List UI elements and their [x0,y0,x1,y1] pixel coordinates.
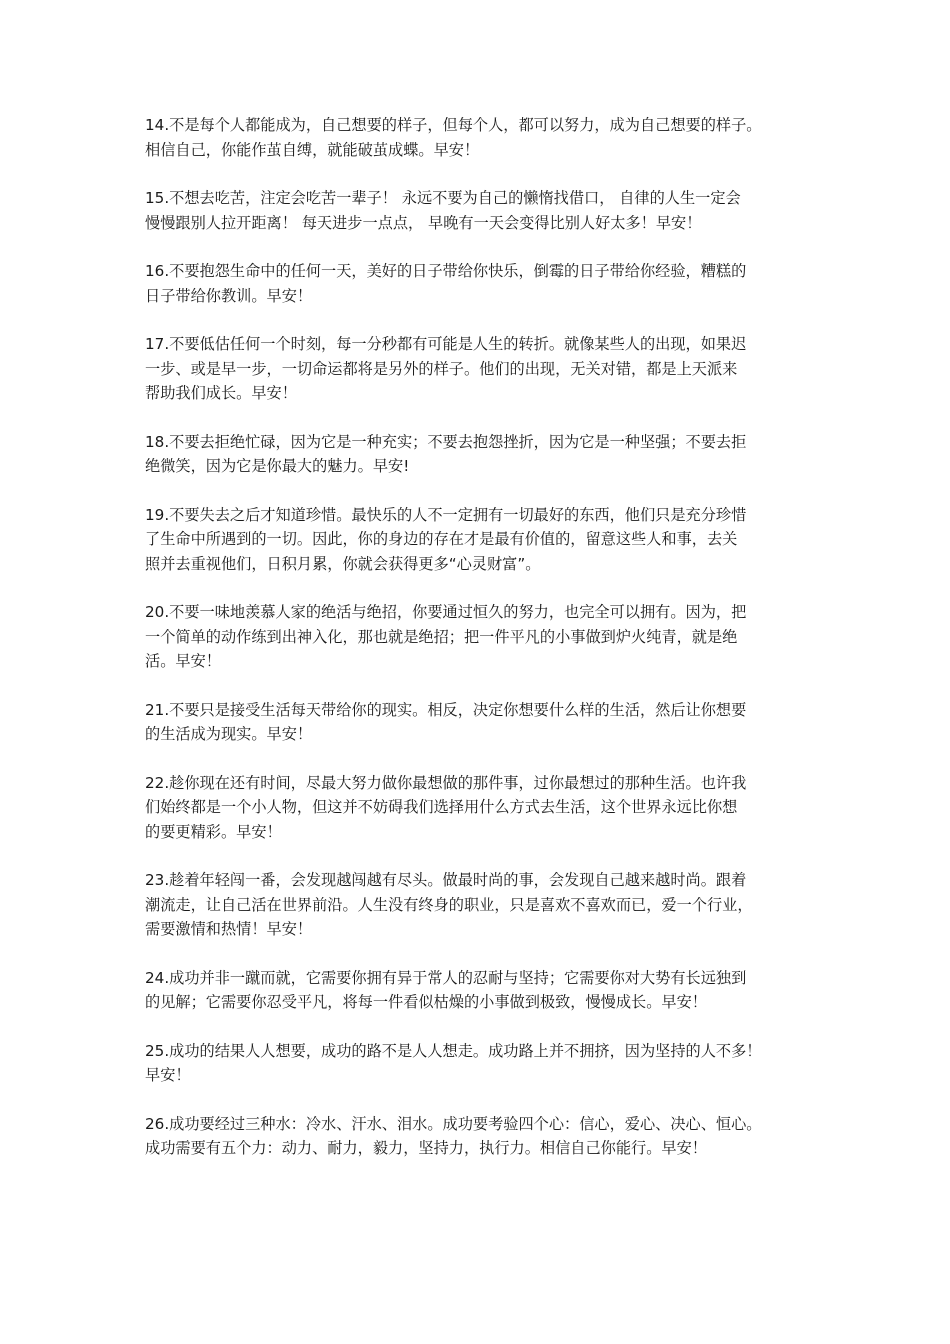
paragraph-line: 需要激情和热情！早安！ [145,920,313,938]
paragraph-line: 14.不是每个人都能成为，自己想要的样子，但每个人，都可以努力，成为自己想要的样子。 [145,116,762,134]
paragraph [145,503,815,577]
paragraph-line: 帮助我们成长。早安！ [145,384,297,402]
paragraph [145,332,815,406]
paragraph-line: 24.成功并非一蹴而就，它需要你拥有异于常人的忍耐与坚持；它需要你对大势有长远独到 [145,968,747,987]
paragraph-line: 绝微笑，因为它是你最大的魅力。早安! [145,457,410,475]
paragraph-line: 15.不想去吃苦，注定会吃苦一辈子！ 永远不要为自己的懒惰找借口， 自律的人生一定会 [145,189,741,207]
paragraph-line: 一步、或是早一步，一切命运都将是另外的样子。他们的出现，无关对错，都是上天派来 [145,359,738,378]
paragraph-line: 成功需要有五个力：动力、耐力，毅力，坚持力，执行力。相信自己你能行。早安！ [145,1139,707,1157]
paragraph-line: 16.不要抱怨生命中的任何一天，美好的日子带给你快乐，倒霉的日子带给你经验，糟糕的 [145,262,747,280]
paragraph [145,966,815,1015]
paragraph-line: 日子带给你教训。早安！ [145,286,313,305]
paragraph-line: 相信自己，你能作茧自缚，就能破茧成蝶。早安！ [145,140,480,159]
paragraph-line: 25.成功的结果人人想要，成功的路不是人人想走。成功路上并不拥挤，因为坚持的人不多！ [145,1041,762,1060]
paragraph [145,1039,815,1088]
paragraph-line: 的见解；它需要你忍受平凡，将每一件看似枯燥的小事做到极致，慢慢成长。早安！ [145,993,707,1011]
paragraph [145,600,815,674]
paragraph-line: 19.不要失去之后才知道珍惜。最快乐的人不一定拥有一切最好的东西，他们只是充分珍惜 [145,505,747,524]
paragraph [145,698,815,747]
paragraph [145,771,815,845]
document-body [145,113,815,1185]
paragraph [145,1112,815,1161]
paragraph-line: 的生活成为现实。早安！ [145,725,313,743]
paragraph-line: 了生命中所遇到的一切。因此，你的身边的存在才是最有价值的，留意这些人和事，去关 [145,530,738,548]
paragraph-line: 们始终都是一个小人物，但这并不妨碍我们选择用什么方式去生活，这个世界永远比你想 [145,798,738,816]
paragraph-line: 20.不要一味地羡慕人家的绝活与绝招，你要通过恒久的努力，也完全可以拥有。因为，把 [145,603,747,621]
paragraph [145,186,815,235]
paragraph-line: 潮流走，让自己活在世界前沿。人生没有终身的职业，只是喜欢不喜欢而已，爱一个行业， [145,895,753,914]
paragraph-line: 21.不要只是接受生活每天带给你的现实。相反，决定你想要什么样的生活，然后让你想要 [145,700,747,719]
paragraph-line: 26.成功要经过三种水：冷水、汗水、泪水。成功要考验四个心：信心，爱心、决心、恒心。 [145,1114,762,1133]
paragraph-line: 照并去重视他们，日积月累，你就会获得更多“心灵财富”。 [145,554,541,573]
paragraph [145,430,815,479]
paragraph [145,113,815,162]
paragraph-line: 一个简单的动作练到出神入化，那也就是绝招；把一件平凡的小事做到炉火纯青，就是绝 [145,627,738,646]
paragraph-line: 22.趁你现在还有时间，尽最大努力做你最想做的那件事，过你最想过的那种生活。也许我 [145,773,747,792]
paragraph [145,259,815,308]
paragraph-line: 23.趁着年轻闯一番，会发现越闯越有尽头。做最时尚的事，会发现自己越来越时尚。跟着 [145,871,747,889]
paragraph-line: 的要更精彩。早安！ [145,822,282,841]
paragraph-line: 18.不要去拒绝忙碌，因为它是一种充实；不要去抱怨挫折，因为它是一种坚强；不要去拒 [145,432,747,451]
paragraph-line: 17.不要低估任何一个时刻，每一分秒都有可能是人生的转折。就像某些人的出现，如果迟 [145,335,747,353]
paragraph-line: 早安！ [145,1066,191,1084]
paragraph [145,868,815,942]
paragraph-line: 活。早安！ [145,652,221,670]
paragraph-line: 慢慢跟别人拉开距离！ 每天进步一点点， 早晚有一天会变得比别人好太多！早安！ [145,213,702,232]
